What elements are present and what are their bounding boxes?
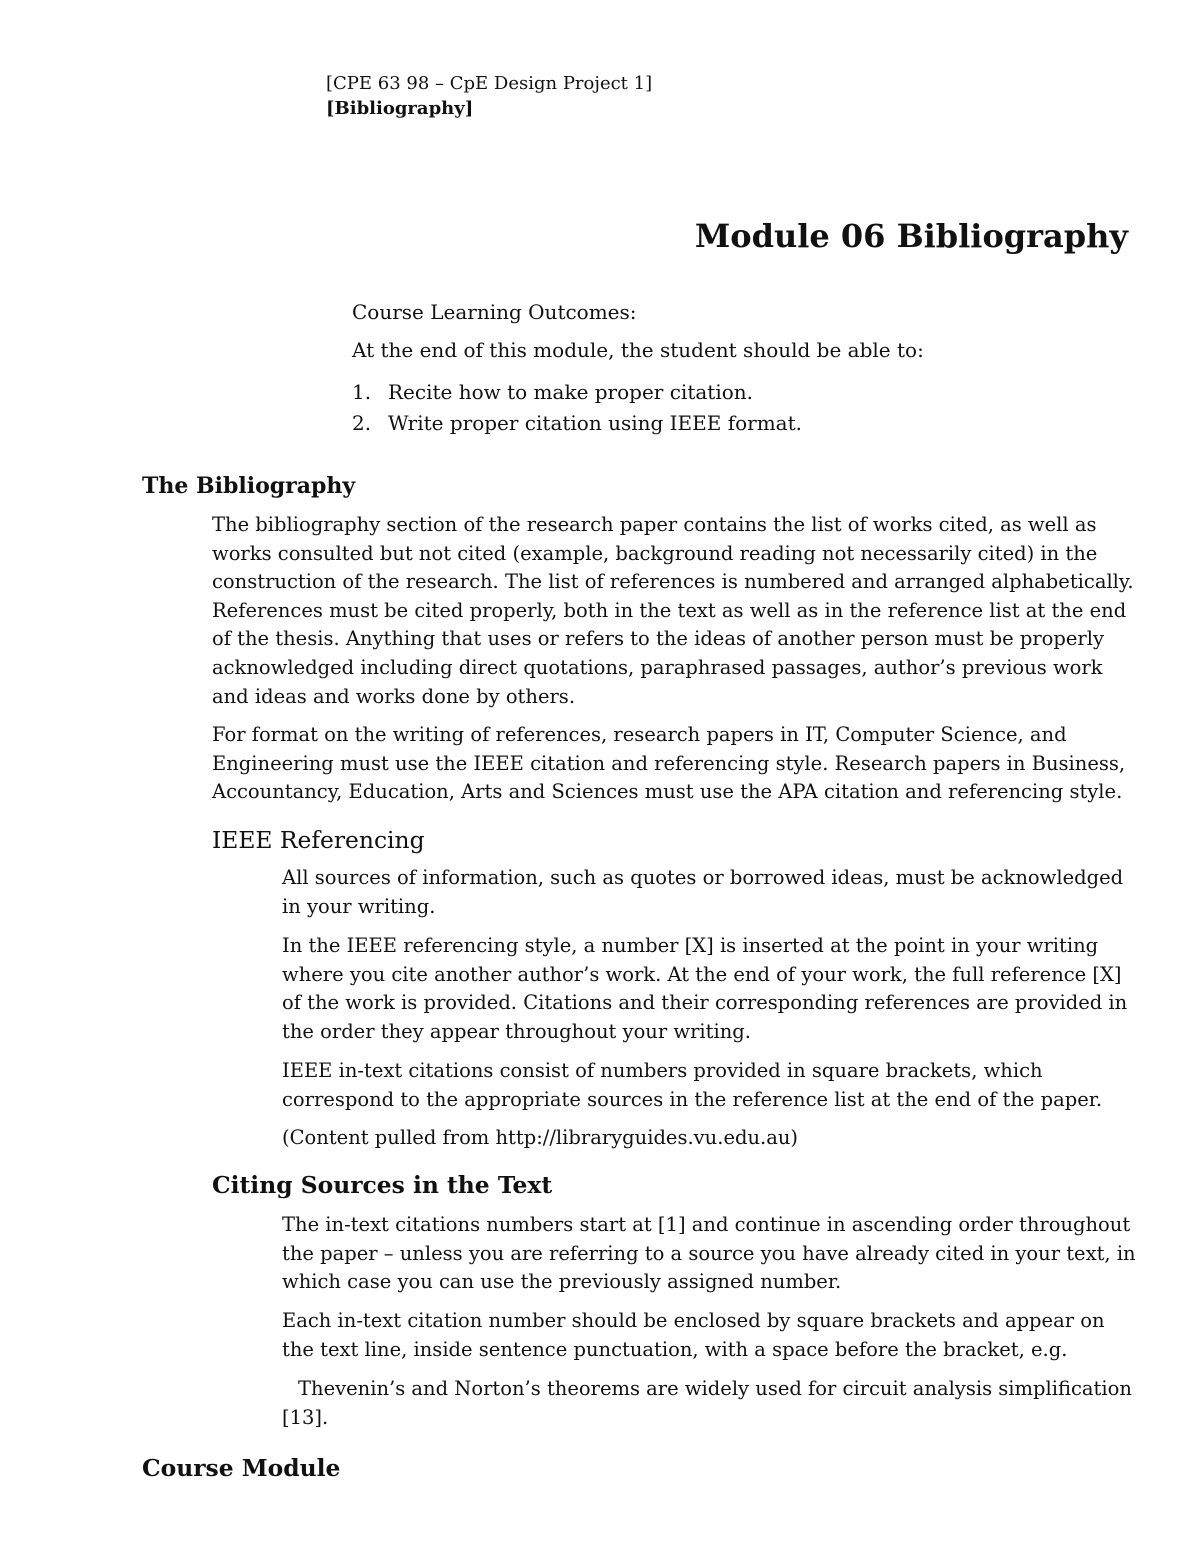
section-heading-bibliography: The Bibliography [142,473,356,499]
ieee-paragraph: In the IEEE referencing style, a number [X] is inserted at the point in your writing where you cite another author’s work. At the end of your work, the full reference [X] of the work is provided. Citations and their corresponding references are provided in the order they appear throughout your writing. [282,934,1128,1043]
module-title: Module 06 Bibliography [694,217,1128,255]
bibliography-paragraph: The bibliography section of the research paper contains the list of works cited, as well as works consulted but not cited (example, background reading not necessarily cited) in the construction of the research. The list of references is numbered and arranged alphabetically. References must be cited properly, both in the text as well as in the reference list at the end of the thesis. Anything that uses or refers to the ideas of another person must be properly acknowledged including direct quotations, paraphrased passages, author’s previous work and ideas and works done by others. [212,513,1134,708]
subheading-ieee-referencing: IEEE Referencing [212,826,425,854]
section-heading-course-module: Course Module [142,1454,341,1482]
bibliography-paragraph: For format on the writing of references, research papers in IT, Computer Science, and Engineering must use the IEEE citation and referencing style. Research papers in Business, Accountancy, Education, Arts and Sciences must use the APA citation and referencing style. [212,723,1126,804]
citing-paragraph: The in-text citations numbers start at [1] and continue in ascending order throughout the paper – unless you are referring to a source you have already cited in your text, in which case you can use the previously assigned number. [282,1213,1136,1294]
outcome-item: Write proper citation using IEEE format. [388,411,803,435]
ieee-paragraph: IEEE in-text citations consist of numbers provided in square brackets, which correspond to the appropriate sources in the reference list at the end of the paper. [282,1059,1103,1111]
outcome-item: Recite how to make proper citation. [388,380,753,404]
header-section-title: [Bibliography] [326,98,474,119]
outcome-number: 2. [352,411,372,435]
subheading-citing-sources: Citing Sources in the Text [212,1171,553,1199]
outcome-number: 1. [352,380,372,404]
outcomes-label: Course Learning Outcomes: [352,300,637,324]
citing-paragraph: Each in-text citation number should be enclosed by square brackets and appear on the text line, inside sentence punctuation, with a space before the bracket, e.g. [282,1309,1105,1361]
ieee-source-note: (Content pulled from http://libraryguides.vu.edu.au) [282,1126,799,1149]
citing-example: Thevenin’s and Norton’s theorems are widely used for circuit analysis simplification [13]. [282,1377,1132,1429]
ieee-paragraph: All sources of information, such as quotes or borrowed ideas, must be acknowledged in your writing. [282,866,1124,918]
outcomes-intro: At the end of this module, the student should be able to: [352,338,924,362]
header-course-title: [CPE 63 98 – CpE Design Project 1] [326,73,653,94]
